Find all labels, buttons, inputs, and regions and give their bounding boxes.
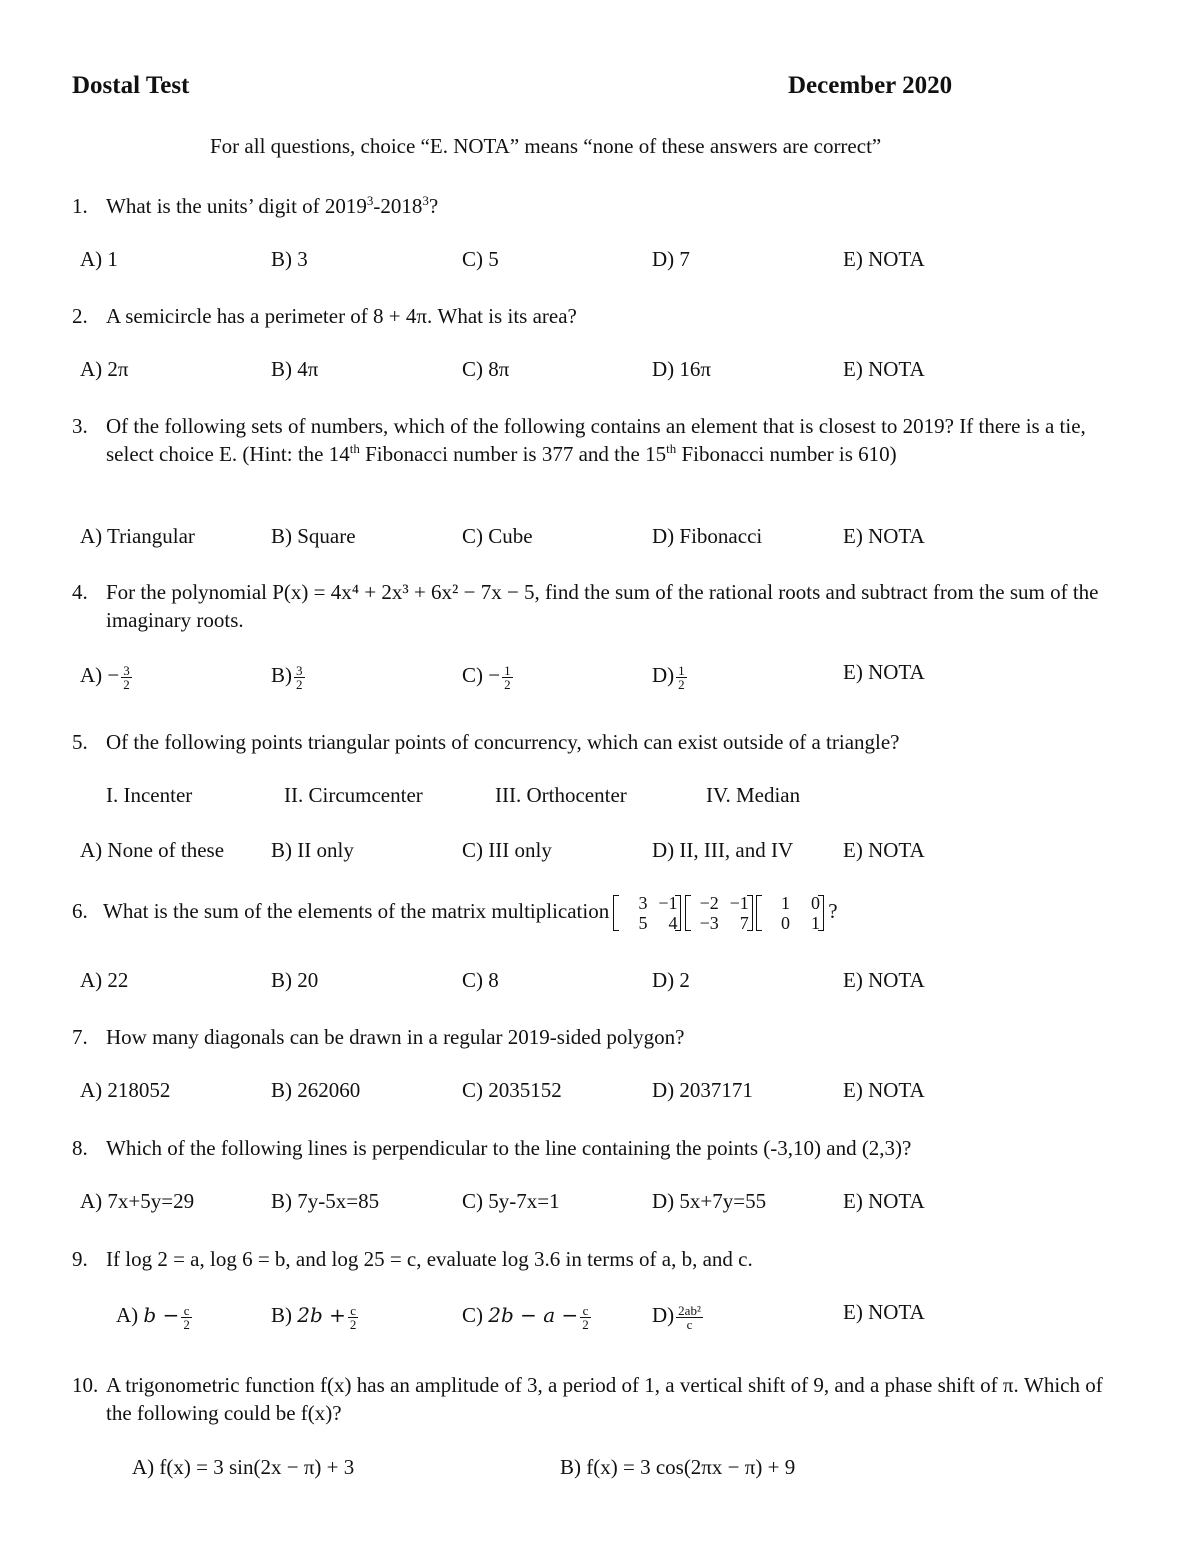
choice-b[interactable]: B) f(x) = 3 cos(2πx − π) + 9 xyxy=(560,1455,796,1479)
choice-d[interactable]: D) Fibonacci xyxy=(652,524,763,548)
choice-d[interactable]: D) 16π xyxy=(652,357,712,381)
question-9 xyxy=(72,1245,1132,1273)
choice-a[interactable]: A) 218052 xyxy=(80,1078,171,1102)
choice-b[interactable]: B) 2b + $\frac{c}{2}$ xyxy=(271,1302,357,1332)
choice-b[interactable]: B) 262060 xyxy=(271,1078,361,1102)
question-text: For the polynomial P(x) = 4x⁴ + 2x³ + 6x² − 7x − 5, find the sum of the rational roots and subtract from the sum of the imaginary roots. xyxy=(106,580,1099,632)
question-number: 10. xyxy=(72,1373,99,1397)
question-text: Of the following sets of numbers, which of the following contains an element that is closest to 2019? If there is a tie, select choice E. (Hint: the 14th Fibonacci number is 377 and the 15th Fibonacci number is 610) xyxy=(106,414,1086,466)
choice-d[interactable]: D) $\frac{1}{2}$ xyxy=(652,662,685,692)
question-text: Of the following points triangular points of concurrency, which can exist outside of a triangle? xyxy=(106,730,900,754)
choice-a[interactable]: A) b − $\frac{c}{2}$ xyxy=(116,1302,190,1332)
choice-e[interactable]: E) NOTA xyxy=(843,660,925,684)
question-2 xyxy=(72,302,1132,330)
choice-c[interactable]: C) 2035152 xyxy=(462,1078,562,1102)
question-number: 2. xyxy=(72,304,88,328)
question-number: 3. xyxy=(72,414,88,438)
choice-e[interactable]: E) NOTA xyxy=(843,1078,925,1102)
choice-d[interactable]: D) 2037171 xyxy=(652,1078,753,1102)
choice-b[interactable]: B) II only xyxy=(271,838,354,862)
choice-c[interactable]: C) Cube xyxy=(462,524,533,548)
choice-e[interactable]: E) NOTA xyxy=(843,968,925,992)
question-8 xyxy=(72,1134,1132,1162)
choice-b[interactable]: B) 3 xyxy=(271,247,308,271)
choice-c[interactable]: C) 8π xyxy=(462,357,510,381)
choice-d[interactable]: D) II, III, and IV xyxy=(652,838,794,862)
question-5 xyxy=(72,728,1132,756)
test-title: Dostal Test xyxy=(72,72,190,99)
choice-e[interactable]: E) NOTA xyxy=(843,1189,925,1213)
choice-a[interactable]: A) Triangular xyxy=(80,524,195,548)
question-number: 6. xyxy=(72,898,88,923)
question-end: ? xyxy=(828,898,838,923)
matrix-2: −2 −1 −3 7 xyxy=(689,893,749,933)
choice-d[interactable]: D) 5x+7y=55 xyxy=(652,1189,767,1213)
choice-a[interactable]: A) 1 xyxy=(80,247,118,271)
question-6 xyxy=(72,893,838,933)
question-number: 9. xyxy=(72,1247,88,1271)
choice-e[interactable]: E) NOTA xyxy=(843,357,925,381)
choice-b[interactable]: B) Square xyxy=(271,524,356,548)
question-number: 5. xyxy=(72,730,88,754)
question-text: A trigonometric function f(x) has an amplitude of 3, a period of 1, a vertical shift of 9, and a phase shift of π. Which of the following could be f(x)? xyxy=(106,1373,1103,1425)
question-text: What is the sum of the elements of the matrix multiplication xyxy=(103,898,610,923)
item-incenter: I. Incenter xyxy=(106,783,193,807)
question-3 xyxy=(72,412,1132,468)
choice-a[interactable]: A) 7x+5y=29 xyxy=(80,1189,195,1213)
choice-e[interactable]: E) NOTA xyxy=(843,524,925,548)
question-text: How many diagonals can be drawn in a regular 2019-sided polygon? xyxy=(106,1025,685,1049)
choice-a[interactable]: A) 22 xyxy=(80,968,129,992)
choice-b[interactable]: B) 20 xyxy=(271,968,319,992)
choice-d[interactable]: D) $\frac{\text{2ab²}}{c}$ xyxy=(652,1302,701,1332)
question-4 xyxy=(72,578,1132,634)
instructions: For all questions, choice “E. NOTA” means “none of these answers are correct” xyxy=(210,134,882,158)
choice-b[interactable]: B) $\frac{3}{2}$ xyxy=(271,662,303,692)
choice-c[interactable]: C) 2b − a − $\frac{c}{2}$ xyxy=(462,1302,589,1332)
question-text: If log 2 = a, log 6 = b, and log 25 = c, evaluate log 3.6 in terms of a, b, and c. xyxy=(106,1247,753,1271)
choice-b[interactable]: B) 4π xyxy=(271,357,319,381)
choice-a[interactable]: A) f(x) = 3 sin(2x − π) + 3 xyxy=(132,1455,355,1479)
choice-c[interactable]: C) − $\frac{1}{2}$ xyxy=(462,662,511,692)
choice-a[interactable]: A) 2π xyxy=(80,357,129,381)
question-number: 8. xyxy=(72,1136,88,1160)
matrix-1: 3 −1 5 4 xyxy=(617,893,677,933)
choice-c[interactable]: C) III only xyxy=(462,838,552,862)
choice-b[interactable]: B) 7y-5x=85 xyxy=(271,1189,380,1213)
question-text: Which of the following lines is perpendicular to the line containing the points (-3,10) and (2,3)? xyxy=(106,1136,912,1160)
item-orthocenter: III. Orthocenter xyxy=(495,783,627,807)
item-median: IV. Median xyxy=(706,783,801,807)
choice-e[interactable]: E) NOTA xyxy=(843,247,925,271)
question-1 xyxy=(72,192,1132,220)
question-7 xyxy=(72,1023,1132,1051)
item-circumcenter: II. Circumcenter xyxy=(284,783,423,807)
question-number: 4. xyxy=(72,580,88,604)
choice-c[interactable]: C) 5y-7x=1 xyxy=(462,1189,560,1213)
question-10 xyxy=(72,1371,1132,1427)
choice-d[interactable]: D) 7 xyxy=(652,247,690,271)
matrix-3: 1 0 0 1 xyxy=(760,893,820,933)
question-number: 1. xyxy=(72,194,88,218)
question-number: 7. xyxy=(72,1025,88,1049)
choice-c[interactable]: C) 8 xyxy=(462,968,499,992)
question-text: A semicircle has a perimeter of 8 + 4π. What is its area? xyxy=(106,304,577,328)
test-date: December 2020 xyxy=(788,72,953,99)
choice-a[interactable]: A) − $\frac{3}{2}$ xyxy=(80,662,130,692)
choice-e[interactable]: E) NOTA xyxy=(843,838,925,862)
question-text: What is the units’ digit of 2019$^3$-2018$^3$? xyxy=(106,193,439,218)
choice-a[interactable]: A) None of these xyxy=(80,838,225,862)
choice-e[interactable]: E) NOTA xyxy=(843,1300,925,1324)
choice-c[interactable]: C) 5 xyxy=(462,247,499,271)
choice-d[interactable]: D) 2 xyxy=(652,968,690,992)
